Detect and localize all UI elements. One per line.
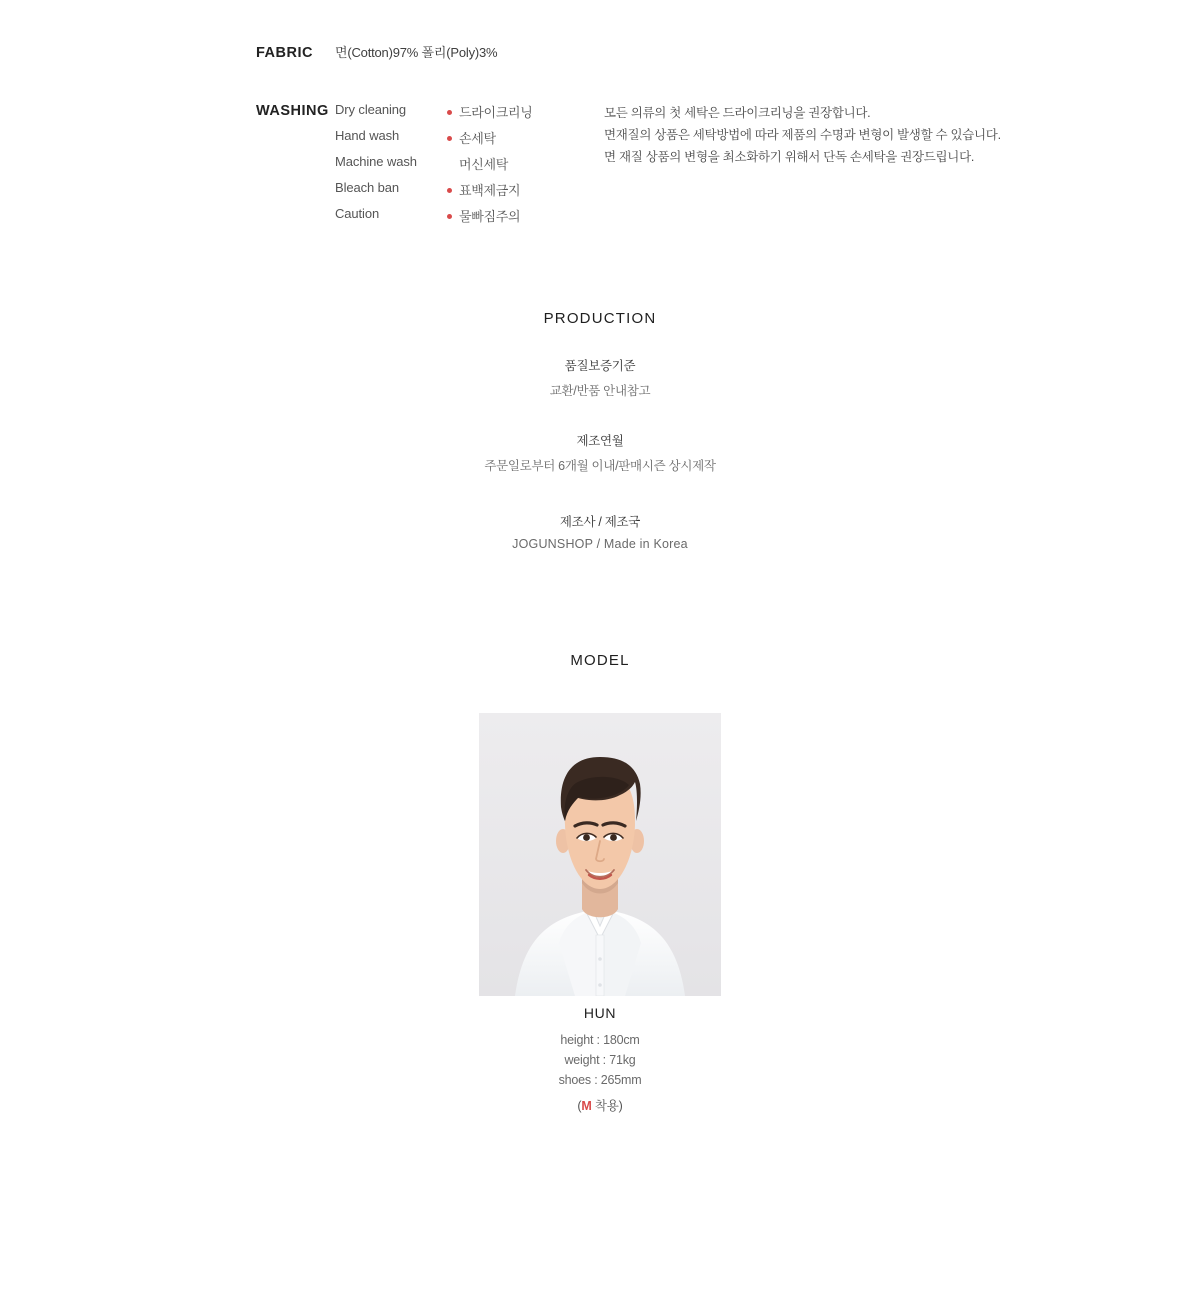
production-group-date — [0, 431, 1200, 474]
production-group-sub: 교환/반품 안내참고 — [549, 384, 651, 398]
table-row — [335, 102, 533, 128]
washing-label: WASHING — [256, 103, 329, 119]
production-group-origin — [0, 512, 1200, 551]
production-group-head: 제조사 / 제조국 — [559, 515, 641, 529]
washing-note-line: 면 재질 상품의 변형을 최소화하기 위해서 단독 손세탁을 권장드립니다. — [604, 150, 975, 164]
washing-method-ko-text: 손세탁 — [459, 131, 496, 146]
worn-size-value: M — [581, 1099, 592, 1113]
bullet-dot-icon-hidden — [447, 162, 452, 167]
washing-table — [335, 102, 533, 232]
fabric-section — [256, 42, 497, 61]
model-worn-size — [0, 1096, 1200, 1114]
washing-method-ko — [447, 128, 533, 154]
washing-method-en: Dry cleaning — [335, 102, 407, 117]
washing-method-en: Hand wash — [335, 128, 400, 143]
washing-section — [256, 102, 533, 232]
model-weight: weight : 71kg — [564, 1053, 636, 1067]
bullet-dot-icon — [447, 214, 452, 219]
washing-method-en: Bleach ban — [335, 180, 400, 195]
fabric-value: 면(Cotton)97% 폴리(Poly)3% — [335, 45, 498, 60]
washing-method-ko — [447, 154, 533, 180]
model-portrait-image — [479, 713, 721, 996]
table-row — [335, 128, 533, 154]
washing-note-line: 모든 의류의 첫 세탁은 드라이크리닝을 권장합니다. — [604, 106, 871, 120]
washing-method-ko — [447, 102, 533, 128]
bullet-dot-icon — [447, 188, 452, 193]
model-photo — [479, 713, 721, 996]
washing-notes — [604, 102, 1001, 168]
worn-size-suffix: 착용) — [591, 1099, 623, 1113]
production-group-sub: 주문일로부터 6개월 이내/판매시즌 상시제작 — [484, 459, 716, 473]
model-height: height : 180cm — [560, 1033, 640, 1047]
table-row — [335, 180, 533, 206]
washing-method-ko-text: 물빠짐주의 — [459, 209, 521, 224]
washing-method-en: Machine wash — [335, 154, 417, 169]
bullet-dot-icon — [447, 110, 452, 115]
model-shoes: shoes : 265mm — [558, 1073, 642, 1087]
paren-open: ( — [577, 1099, 582, 1113]
washing-method-en: Caution — [335, 206, 380, 221]
washing-method-ko — [447, 206, 533, 232]
washing-method-ko-text: 표백제금지 — [459, 183, 521, 198]
model-section-title: MODEL — [570, 652, 630, 669]
fabric-label: FABRIC — [256, 45, 313, 61]
washing-method-ko-text: 드라이크리닝 — [459, 105, 533, 120]
production-group-quality — [0, 356, 1200, 399]
table-row — [335, 154, 533, 180]
washing-method-ko — [447, 180, 533, 206]
bullet-dot-icon — [447, 136, 452, 141]
table-row — [335, 206, 533, 232]
model-name: HUN — [583, 1005, 617, 1021]
production-section-title: PRODUCTION — [543, 310, 657, 327]
production-group-sub: JOGUNSHOP / Made in Korea — [512, 537, 688, 551]
production-group-head: 품질보증기준 — [564, 359, 636, 373]
washing-note-line: 면재질의 상품은 세탁방법에 따라 제품의 수명과 변형이 발생할 수 있습니다. — [604, 128, 1001, 142]
production-group-head: 제조연월 — [576, 434, 624, 448]
model-info — [0, 1005, 1200, 1114]
washing-method-ko-text: 머신세탁 — [459, 157, 509, 172]
